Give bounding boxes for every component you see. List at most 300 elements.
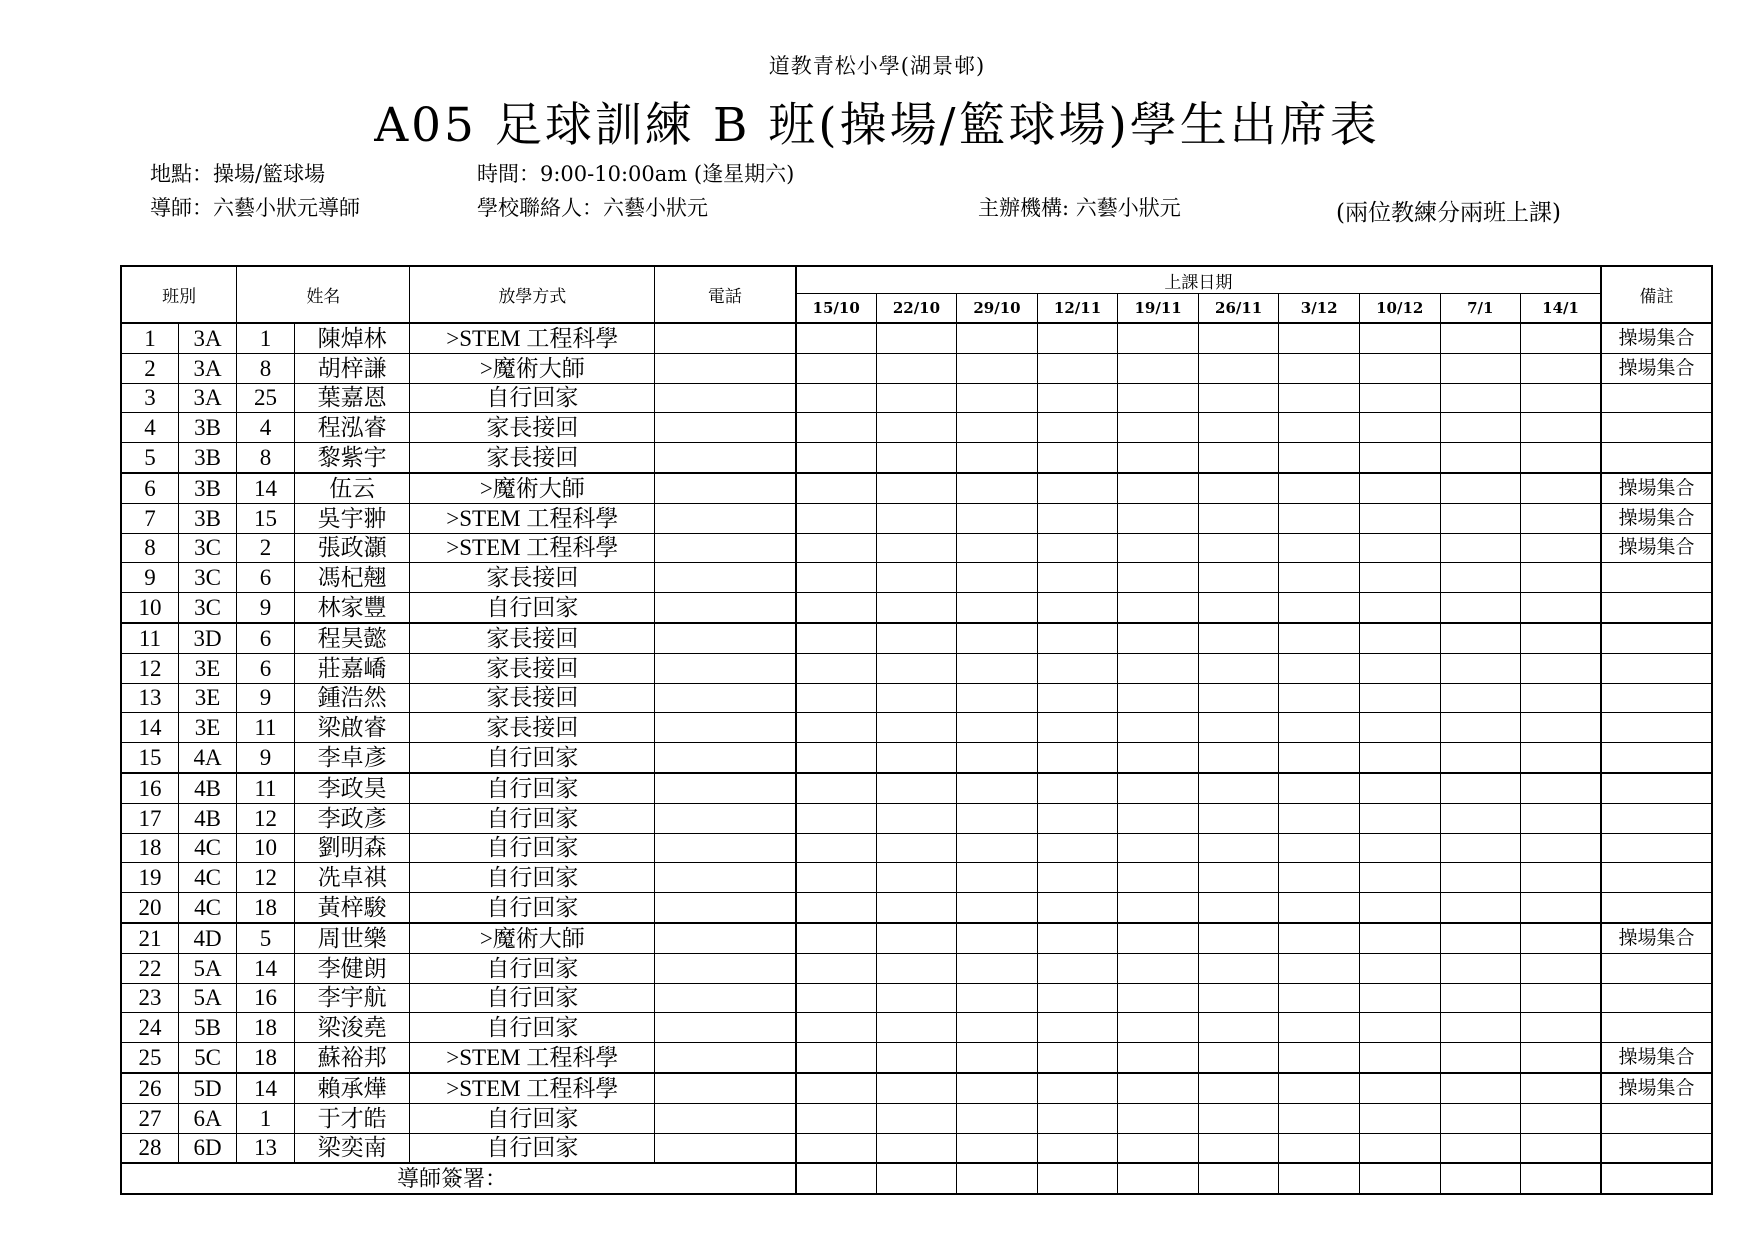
attendance-cell[interactable] bbox=[1359, 443, 1440, 473]
phone-cell[interactable] bbox=[655, 653, 796, 683]
attendance-cell[interactable] bbox=[957, 983, 1038, 1013]
attendance-cell[interactable] bbox=[1359, 743, 1440, 773]
attendance-cell[interactable] bbox=[1359, 383, 1440, 413]
attendance-cell[interactable] bbox=[1118, 863, 1199, 893]
attendance-cell[interactable] bbox=[1359, 323, 1440, 353]
phone-cell[interactable] bbox=[655, 743, 796, 773]
attendance-cell[interactable] bbox=[1118, 923, 1199, 953]
phone-cell[interactable] bbox=[655, 443, 796, 473]
attendance-cell[interactable] bbox=[1118, 683, 1199, 713]
attendance-cell[interactable] bbox=[1037, 683, 1118, 713]
attendance-cell[interactable] bbox=[1037, 653, 1118, 683]
attendance-cell[interactable] bbox=[796, 473, 877, 503]
attendance-cell[interactable] bbox=[1521, 833, 1602, 863]
attendance-cell[interactable] bbox=[1440, 413, 1521, 443]
attendance-cell[interactable] bbox=[1279, 533, 1360, 563]
attendance-cell[interactable] bbox=[1521, 1073, 1602, 1103]
attendance-cell[interactable] bbox=[1118, 1073, 1199, 1103]
attendance-cell[interactable] bbox=[796, 803, 877, 833]
attendance-cell[interactable] bbox=[796, 683, 877, 713]
attendance-cell[interactable] bbox=[1279, 773, 1360, 803]
attendance-cell[interactable] bbox=[1118, 743, 1199, 773]
attendance-cell[interactable] bbox=[1198, 863, 1279, 893]
attendance-cell[interactable] bbox=[1198, 1013, 1279, 1043]
attendance-cell[interactable] bbox=[957, 1073, 1038, 1103]
attendance-cell[interactable] bbox=[1359, 893, 1440, 923]
attendance-cell[interactable] bbox=[876, 893, 957, 923]
attendance-cell[interactable] bbox=[1359, 1013, 1440, 1043]
attendance-cell[interactable] bbox=[1440, 923, 1521, 953]
attendance-cell[interactable] bbox=[1440, 473, 1521, 503]
attendance-cell[interactable] bbox=[1037, 743, 1118, 773]
attendance-cell[interactable] bbox=[1440, 1073, 1521, 1103]
phone-cell[interactable] bbox=[655, 593, 796, 623]
attendance-cell[interactable] bbox=[1521, 743, 1602, 773]
attendance-cell[interactable] bbox=[876, 713, 957, 743]
phone-cell[interactable] bbox=[655, 983, 796, 1013]
attendance-cell[interactable] bbox=[876, 1073, 957, 1103]
attendance-cell[interactable] bbox=[1440, 623, 1521, 653]
attendance-cell[interactable] bbox=[1118, 383, 1199, 413]
attendance-cell[interactable] bbox=[1198, 443, 1279, 473]
attendance-cell[interactable] bbox=[1440, 773, 1521, 803]
attendance-cell[interactable] bbox=[1037, 1013, 1118, 1043]
attendance-cell[interactable] bbox=[1359, 683, 1440, 713]
attendance-cell[interactable] bbox=[1521, 383, 1602, 413]
attendance-cell[interactable] bbox=[1521, 803, 1602, 833]
attendance-cell[interactable] bbox=[1118, 353, 1199, 383]
attendance-cell[interactable] bbox=[1198, 923, 1279, 953]
attendance-cell[interactable] bbox=[957, 953, 1038, 983]
attendance-cell[interactable] bbox=[1198, 683, 1279, 713]
attendance-cell[interactable] bbox=[1118, 413, 1199, 443]
attendance-cell[interactable] bbox=[876, 383, 957, 413]
attendance-cell[interactable] bbox=[1279, 563, 1360, 593]
attendance-cell[interactable] bbox=[1359, 1133, 1440, 1163]
attendance-cell[interactable] bbox=[1118, 593, 1199, 623]
attendance-cell[interactable] bbox=[796, 713, 877, 743]
signature-cell[interactable] bbox=[876, 1163, 957, 1194]
attendance-cell[interactable] bbox=[1198, 803, 1279, 833]
attendance-cell[interactable] bbox=[1521, 623, 1602, 653]
phone-cell[interactable] bbox=[655, 1043, 796, 1073]
attendance-cell[interactable] bbox=[1279, 623, 1360, 653]
attendance-cell[interactable] bbox=[876, 443, 957, 473]
signature-cell[interactable] bbox=[1037, 1163, 1118, 1194]
attendance-cell[interactable] bbox=[1440, 593, 1521, 623]
attendance-cell[interactable] bbox=[1118, 563, 1199, 593]
attendance-cell[interactable] bbox=[1118, 1043, 1199, 1073]
attendance-cell[interactable] bbox=[1037, 833, 1118, 863]
signature-cell[interactable] bbox=[1118, 1163, 1199, 1194]
attendance-cell[interactable] bbox=[1359, 503, 1440, 533]
signature-cell[interactable] bbox=[1440, 1163, 1521, 1194]
signature-cell[interactable] bbox=[1359, 1163, 1440, 1194]
attendance-cell[interactable] bbox=[876, 1013, 957, 1043]
attendance-cell[interactable] bbox=[1521, 593, 1602, 623]
attendance-cell[interactable] bbox=[1521, 503, 1602, 533]
attendance-cell[interactable] bbox=[796, 503, 877, 533]
attendance-cell[interactable] bbox=[1521, 563, 1602, 593]
attendance-cell[interactable] bbox=[1279, 1073, 1360, 1103]
attendance-cell[interactable] bbox=[1037, 983, 1118, 1013]
attendance-cell[interactable] bbox=[1440, 893, 1521, 923]
attendance-cell[interactable] bbox=[796, 563, 877, 593]
attendance-cell[interactable] bbox=[1521, 983, 1602, 1013]
attendance-cell[interactable] bbox=[1279, 893, 1360, 923]
attendance-cell[interactable] bbox=[1037, 443, 1118, 473]
attendance-cell[interactable] bbox=[1440, 443, 1521, 473]
attendance-cell[interactable] bbox=[957, 1133, 1038, 1163]
attendance-cell[interactable] bbox=[1279, 1013, 1360, 1043]
phone-cell[interactable] bbox=[655, 713, 796, 743]
attendance-cell[interactable] bbox=[1037, 353, 1118, 383]
attendance-cell[interactable] bbox=[876, 683, 957, 713]
phone-cell[interactable] bbox=[655, 773, 796, 803]
attendance-cell[interactable] bbox=[1037, 803, 1118, 833]
attendance-cell[interactable] bbox=[1440, 563, 1521, 593]
attendance-cell[interactable] bbox=[876, 533, 957, 563]
attendance-cell[interactable] bbox=[1037, 563, 1118, 593]
attendance-cell[interactable] bbox=[957, 323, 1038, 353]
attendance-cell[interactable] bbox=[876, 473, 957, 503]
attendance-cell[interactable] bbox=[957, 713, 1038, 743]
attendance-cell[interactable] bbox=[1359, 713, 1440, 743]
attendance-cell[interactable] bbox=[1359, 833, 1440, 863]
attendance-cell[interactable] bbox=[1440, 1013, 1521, 1043]
attendance-cell[interactable] bbox=[1279, 1043, 1360, 1073]
attendance-cell[interactable] bbox=[1198, 953, 1279, 983]
attendance-cell[interactable] bbox=[1279, 383, 1360, 413]
attendance-cell[interactable] bbox=[1198, 473, 1279, 503]
attendance-cell[interactable] bbox=[1279, 923, 1360, 953]
attendance-cell[interactable] bbox=[1118, 623, 1199, 653]
attendance-cell[interactable] bbox=[1198, 563, 1279, 593]
attendance-cell[interactable] bbox=[957, 623, 1038, 653]
attendance-cell[interactable] bbox=[876, 353, 957, 383]
attendance-cell[interactable] bbox=[1521, 473, 1602, 503]
signature-cell[interactable] bbox=[1279, 1163, 1360, 1194]
attendance-cell[interactable] bbox=[1198, 533, 1279, 563]
attendance-cell[interactable] bbox=[1521, 773, 1602, 803]
attendance-cell[interactable] bbox=[1118, 1013, 1199, 1043]
attendance-cell[interactable] bbox=[957, 413, 1038, 443]
attendance-cell[interactable] bbox=[1118, 893, 1199, 923]
attendance-cell[interactable] bbox=[796, 383, 877, 413]
attendance-cell[interactable] bbox=[1118, 803, 1199, 833]
attendance-cell[interactable] bbox=[1521, 893, 1602, 923]
attendance-cell[interactable] bbox=[1440, 323, 1521, 353]
attendance-cell[interactable] bbox=[876, 773, 957, 803]
attendance-cell[interactable] bbox=[1521, 1103, 1602, 1133]
attendance-cell[interactable] bbox=[1037, 1043, 1118, 1073]
attendance-cell[interactable] bbox=[1037, 893, 1118, 923]
attendance-cell[interactable] bbox=[957, 443, 1038, 473]
phone-cell[interactable] bbox=[655, 1133, 796, 1163]
attendance-cell[interactable] bbox=[796, 1133, 877, 1163]
attendance-cell[interactable] bbox=[1521, 1133, 1602, 1163]
attendance-cell[interactable] bbox=[1359, 773, 1440, 803]
attendance-cell[interactable] bbox=[796, 923, 877, 953]
signature-cell[interactable] bbox=[1521, 1163, 1602, 1194]
attendance-cell[interactable] bbox=[957, 803, 1038, 833]
attendance-cell[interactable] bbox=[957, 743, 1038, 773]
attendance-cell[interactable] bbox=[1279, 863, 1360, 893]
attendance-cell[interactable] bbox=[796, 893, 877, 923]
attendance-cell[interactable] bbox=[796, 1103, 877, 1133]
attendance-cell[interactable] bbox=[1279, 1133, 1360, 1163]
attendance-cell[interactable] bbox=[957, 383, 1038, 413]
attendance-cell[interactable] bbox=[1521, 353, 1602, 383]
attendance-cell[interactable] bbox=[957, 773, 1038, 803]
attendance-cell[interactable] bbox=[1198, 413, 1279, 443]
attendance-cell[interactable] bbox=[1279, 1103, 1360, 1133]
attendance-cell[interactable] bbox=[1359, 413, 1440, 443]
attendance-cell[interactable] bbox=[796, 623, 877, 653]
attendance-cell[interactable] bbox=[1440, 1043, 1521, 1073]
attendance-cell[interactable] bbox=[1359, 653, 1440, 683]
attendance-cell[interactable] bbox=[876, 923, 957, 953]
attendance-cell[interactable] bbox=[876, 863, 957, 893]
phone-cell[interactable] bbox=[655, 413, 796, 443]
attendance-cell[interactable] bbox=[957, 353, 1038, 383]
attendance-cell[interactable] bbox=[1440, 533, 1521, 563]
attendance-cell[interactable] bbox=[1521, 1013, 1602, 1043]
attendance-cell[interactable] bbox=[1279, 953, 1360, 983]
attendance-cell[interactable] bbox=[796, 443, 877, 473]
attendance-cell[interactable] bbox=[1198, 983, 1279, 1013]
attendance-cell[interactable] bbox=[957, 653, 1038, 683]
attendance-cell[interactable] bbox=[957, 533, 1038, 563]
attendance-cell[interactable] bbox=[1359, 353, 1440, 383]
attendance-cell[interactable] bbox=[1440, 743, 1521, 773]
phone-cell[interactable] bbox=[655, 923, 796, 953]
attendance-cell[interactable] bbox=[1359, 863, 1440, 893]
attendance-cell[interactable] bbox=[957, 863, 1038, 893]
attendance-cell[interactable] bbox=[796, 413, 877, 443]
attendance-cell[interactable] bbox=[876, 1103, 957, 1133]
attendance-cell[interactable] bbox=[1279, 413, 1360, 443]
phone-cell[interactable] bbox=[655, 623, 796, 653]
phone-cell[interactable] bbox=[655, 1103, 796, 1133]
attendance-cell[interactable] bbox=[1198, 383, 1279, 413]
phone-cell[interactable] bbox=[655, 533, 796, 563]
attendance-cell[interactable] bbox=[796, 833, 877, 863]
attendance-cell[interactable] bbox=[1279, 353, 1360, 383]
attendance-cell[interactable] bbox=[876, 833, 957, 863]
attendance-cell[interactable] bbox=[1198, 1133, 1279, 1163]
attendance-cell[interactable] bbox=[1440, 803, 1521, 833]
attendance-cell[interactable] bbox=[1279, 683, 1360, 713]
attendance-cell[interactable] bbox=[1198, 653, 1279, 683]
attendance-cell[interactable] bbox=[1521, 953, 1602, 983]
attendance-cell[interactable] bbox=[1440, 833, 1521, 863]
phone-cell[interactable] bbox=[655, 953, 796, 983]
attendance-cell[interactable] bbox=[1359, 803, 1440, 833]
attendance-cell[interactable] bbox=[1037, 863, 1118, 893]
attendance-cell[interactable] bbox=[957, 833, 1038, 863]
attendance-cell[interactable] bbox=[1037, 533, 1118, 563]
phone-cell[interactable] bbox=[655, 863, 796, 893]
attendance-cell[interactable] bbox=[1279, 833, 1360, 863]
attendance-cell[interactable] bbox=[876, 653, 957, 683]
attendance-cell[interactable] bbox=[1279, 473, 1360, 503]
attendance-cell[interactable] bbox=[1359, 953, 1440, 983]
attendance-cell[interactable] bbox=[1440, 1103, 1521, 1133]
attendance-cell[interactable] bbox=[1279, 983, 1360, 1013]
attendance-cell[interactable] bbox=[1118, 773, 1199, 803]
attendance-cell[interactable] bbox=[876, 743, 957, 773]
attendance-cell[interactable] bbox=[1037, 623, 1118, 653]
attendance-cell[interactable] bbox=[1359, 473, 1440, 503]
attendance-cell[interactable] bbox=[957, 593, 1038, 623]
attendance-cell[interactable] bbox=[1440, 953, 1521, 983]
attendance-cell[interactable] bbox=[1037, 1073, 1118, 1103]
attendance-cell[interactable] bbox=[796, 743, 877, 773]
phone-cell[interactable] bbox=[655, 323, 796, 353]
attendance-cell[interactable] bbox=[876, 623, 957, 653]
attendance-cell[interactable] bbox=[1521, 653, 1602, 683]
attendance-cell[interactable] bbox=[1279, 653, 1360, 683]
attendance-cell[interactable] bbox=[1118, 1103, 1199, 1133]
attendance-cell[interactable] bbox=[796, 353, 877, 383]
attendance-cell[interactable] bbox=[796, 773, 877, 803]
attendance-cell[interactable] bbox=[1037, 593, 1118, 623]
attendance-cell[interactable] bbox=[957, 683, 1038, 713]
attendance-cell[interactable] bbox=[1198, 323, 1279, 353]
attendance-cell[interactable] bbox=[1279, 323, 1360, 353]
attendance-cell[interactable] bbox=[1359, 593, 1440, 623]
phone-cell[interactable] bbox=[655, 1073, 796, 1103]
attendance-cell[interactable] bbox=[1118, 833, 1199, 863]
attendance-cell[interactable] bbox=[1198, 773, 1279, 803]
phone-cell[interactable] bbox=[655, 383, 796, 413]
signature-cell[interactable] bbox=[796, 1163, 877, 1194]
attendance-cell[interactable] bbox=[957, 503, 1038, 533]
attendance-cell[interactable] bbox=[1359, 1103, 1440, 1133]
attendance-cell[interactable] bbox=[1440, 863, 1521, 893]
attendance-cell[interactable] bbox=[876, 503, 957, 533]
attendance-cell[interactable] bbox=[876, 803, 957, 833]
attendance-cell[interactable] bbox=[1198, 353, 1279, 383]
attendance-cell[interactable] bbox=[1521, 1043, 1602, 1073]
attendance-cell[interactable] bbox=[1521, 863, 1602, 893]
attendance-cell[interactable] bbox=[1198, 1073, 1279, 1103]
attendance-cell[interactable] bbox=[876, 413, 957, 443]
attendance-cell[interactable] bbox=[876, 323, 957, 353]
attendance-cell[interactable] bbox=[1359, 1073, 1440, 1103]
phone-cell[interactable] bbox=[655, 893, 796, 923]
attendance-cell[interactable] bbox=[1037, 773, 1118, 803]
attendance-cell[interactable] bbox=[1037, 1133, 1118, 1163]
attendance-cell[interactable] bbox=[1118, 503, 1199, 533]
attendance-cell[interactable] bbox=[1037, 323, 1118, 353]
attendance-cell[interactable] bbox=[1359, 533, 1440, 563]
phone-cell[interactable] bbox=[655, 1013, 796, 1043]
attendance-cell[interactable] bbox=[957, 1013, 1038, 1043]
attendance-cell[interactable] bbox=[1037, 713, 1118, 743]
attendance-cell[interactable] bbox=[957, 923, 1038, 953]
phone-cell[interactable] bbox=[655, 833, 796, 863]
phone-cell[interactable] bbox=[655, 473, 796, 503]
attendance-cell[interactable] bbox=[1440, 503, 1521, 533]
attendance-cell[interactable] bbox=[1279, 803, 1360, 833]
attendance-cell[interactable] bbox=[1037, 1103, 1118, 1133]
attendance-cell[interactable] bbox=[1118, 983, 1199, 1013]
attendance-cell[interactable] bbox=[1279, 443, 1360, 473]
attendance-cell[interactable] bbox=[1359, 983, 1440, 1013]
attendance-cell[interactable] bbox=[1440, 983, 1521, 1013]
attendance-cell[interactable] bbox=[796, 983, 877, 1013]
attendance-cell[interactable] bbox=[957, 1103, 1038, 1133]
attendance-cell[interactable] bbox=[1118, 323, 1199, 353]
attendance-cell[interactable] bbox=[1440, 683, 1521, 713]
phone-cell[interactable] bbox=[655, 353, 796, 383]
attendance-cell[interactable] bbox=[1037, 413, 1118, 443]
attendance-cell[interactable] bbox=[796, 323, 877, 353]
attendance-cell[interactable] bbox=[1521, 323, 1602, 353]
attendance-cell[interactable] bbox=[1359, 1043, 1440, 1073]
attendance-cell[interactable] bbox=[1037, 473, 1118, 503]
attendance-cell[interactable] bbox=[876, 953, 957, 983]
attendance-cell[interactable] bbox=[1037, 383, 1118, 413]
attendance-cell[interactable] bbox=[1118, 443, 1199, 473]
attendance-cell[interactable] bbox=[876, 983, 957, 1013]
attendance-cell[interactable] bbox=[1279, 503, 1360, 533]
attendance-cell[interactable] bbox=[1198, 833, 1279, 863]
attendance-cell[interactable] bbox=[1521, 443, 1602, 473]
attendance-cell[interactable] bbox=[1037, 953, 1118, 983]
phone-cell[interactable] bbox=[655, 563, 796, 593]
attendance-cell[interactable] bbox=[796, 533, 877, 563]
attendance-cell[interactable] bbox=[1198, 893, 1279, 923]
attendance-cell[interactable] bbox=[1359, 923, 1440, 953]
attendance-cell[interactable] bbox=[1037, 923, 1118, 953]
attendance-cell[interactable] bbox=[1440, 713, 1521, 743]
attendance-cell[interactable] bbox=[1440, 383, 1521, 413]
attendance-cell[interactable] bbox=[1118, 653, 1199, 683]
attendance-cell[interactable] bbox=[957, 473, 1038, 503]
attendance-cell[interactable] bbox=[1521, 413, 1602, 443]
attendance-cell[interactable] bbox=[1521, 713, 1602, 743]
attendance-cell[interactable] bbox=[1359, 563, 1440, 593]
attendance-cell[interactable] bbox=[796, 653, 877, 683]
attendance-cell[interactable] bbox=[1118, 533, 1199, 563]
attendance-cell[interactable] bbox=[796, 863, 877, 893]
attendance-cell[interactable] bbox=[796, 593, 877, 623]
attendance-cell[interactable] bbox=[1521, 683, 1602, 713]
signature-cell[interactable] bbox=[957, 1163, 1038, 1194]
phone-cell[interactable] bbox=[655, 683, 796, 713]
attendance-cell[interactable] bbox=[1198, 1043, 1279, 1073]
attendance-cell[interactable] bbox=[1198, 593, 1279, 623]
phone-cell[interactable] bbox=[655, 803, 796, 833]
attendance-cell[interactable] bbox=[1279, 743, 1360, 773]
attendance-cell[interactable] bbox=[1198, 743, 1279, 773]
attendance-cell[interactable] bbox=[796, 953, 877, 983]
attendance-cell[interactable] bbox=[1198, 623, 1279, 653]
attendance-cell[interactable] bbox=[1521, 923, 1602, 953]
attendance-cell[interactable] bbox=[1118, 1133, 1199, 1163]
attendance-cell[interactable] bbox=[957, 893, 1038, 923]
attendance-cell[interactable] bbox=[1198, 713, 1279, 743]
attendance-cell[interactable] bbox=[1279, 713, 1360, 743]
attendance-cell[interactable] bbox=[1037, 503, 1118, 533]
attendance-cell[interactable] bbox=[876, 563, 957, 593]
attendance-cell[interactable] bbox=[1198, 503, 1279, 533]
attendance-cell[interactable] bbox=[1440, 353, 1521, 383]
attendance-cell[interactable] bbox=[1521, 533, 1602, 563]
